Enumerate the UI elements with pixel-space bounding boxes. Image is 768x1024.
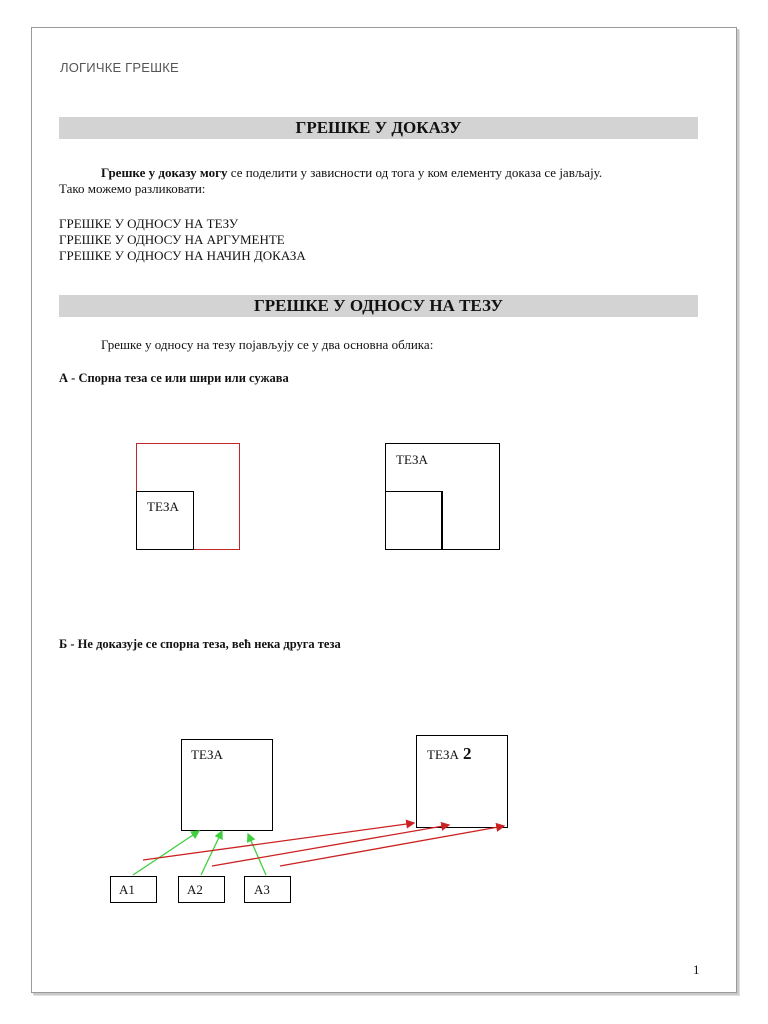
section-title-thesis-errors: ГРЕШКЕ У ОДНОСУ НА ТЕЗУ xyxy=(59,295,698,317)
list-item: ГРЕШКЕ У ОДНОСУ НА ТЕЗУ xyxy=(59,216,239,231)
case-a-heading: А - Спорна теза се или шири или сужава xyxy=(59,371,289,385)
case-b-heading: Б - Не доказује се спорна теза, већ нека друга теза xyxy=(59,637,341,651)
page-number: 1 xyxy=(693,962,700,977)
arrow-a2-to-thesis xyxy=(201,831,222,875)
thesis-2-label: ТЕЗА 2 xyxy=(427,744,472,763)
section-title-proof-errors: ГРЕШКЕ У ДОКАЗУ xyxy=(59,117,698,139)
arrow-a1-to-thesis xyxy=(133,831,199,875)
arrow-a3-to-thesis-2 xyxy=(280,826,504,866)
thesis-2-number: 2 xyxy=(462,744,472,763)
red-arrows xyxy=(143,823,504,866)
argument-label-a3: А3 xyxy=(254,882,270,897)
running-header: ЛОГИЧКЕ ГРЕШКЕ xyxy=(60,60,179,75)
thesis-label: ТЕЗА xyxy=(191,747,223,762)
argument-label-a2: А2 xyxy=(187,882,203,897)
intro-bold-text: Грешке у доказу могу xyxy=(101,165,228,180)
thesis-label: ТЕЗА xyxy=(396,452,428,467)
intro-line-2: Тако можемо разликовати: xyxy=(59,181,206,196)
arrow-a3-to-thesis xyxy=(248,834,266,875)
thesis-label: ТЕЗА xyxy=(147,499,179,514)
list-item: ГРЕШКЕ У ОДНОСУ НА НАЧИН ДОКАЗА xyxy=(59,248,306,263)
green-arrows xyxy=(133,831,266,875)
intro-text: се поделити у зависности од тога у ком елементу доказа се јављају. xyxy=(227,165,603,180)
section2-intro: Грешке у односу на тезу појављују се у два основна облика: xyxy=(101,337,434,352)
list-item: ГРЕШКЕ У ОДНОСУ НА АРГУМЕНТЕ xyxy=(59,232,285,247)
argument-label-a1: А1 xyxy=(119,882,135,897)
